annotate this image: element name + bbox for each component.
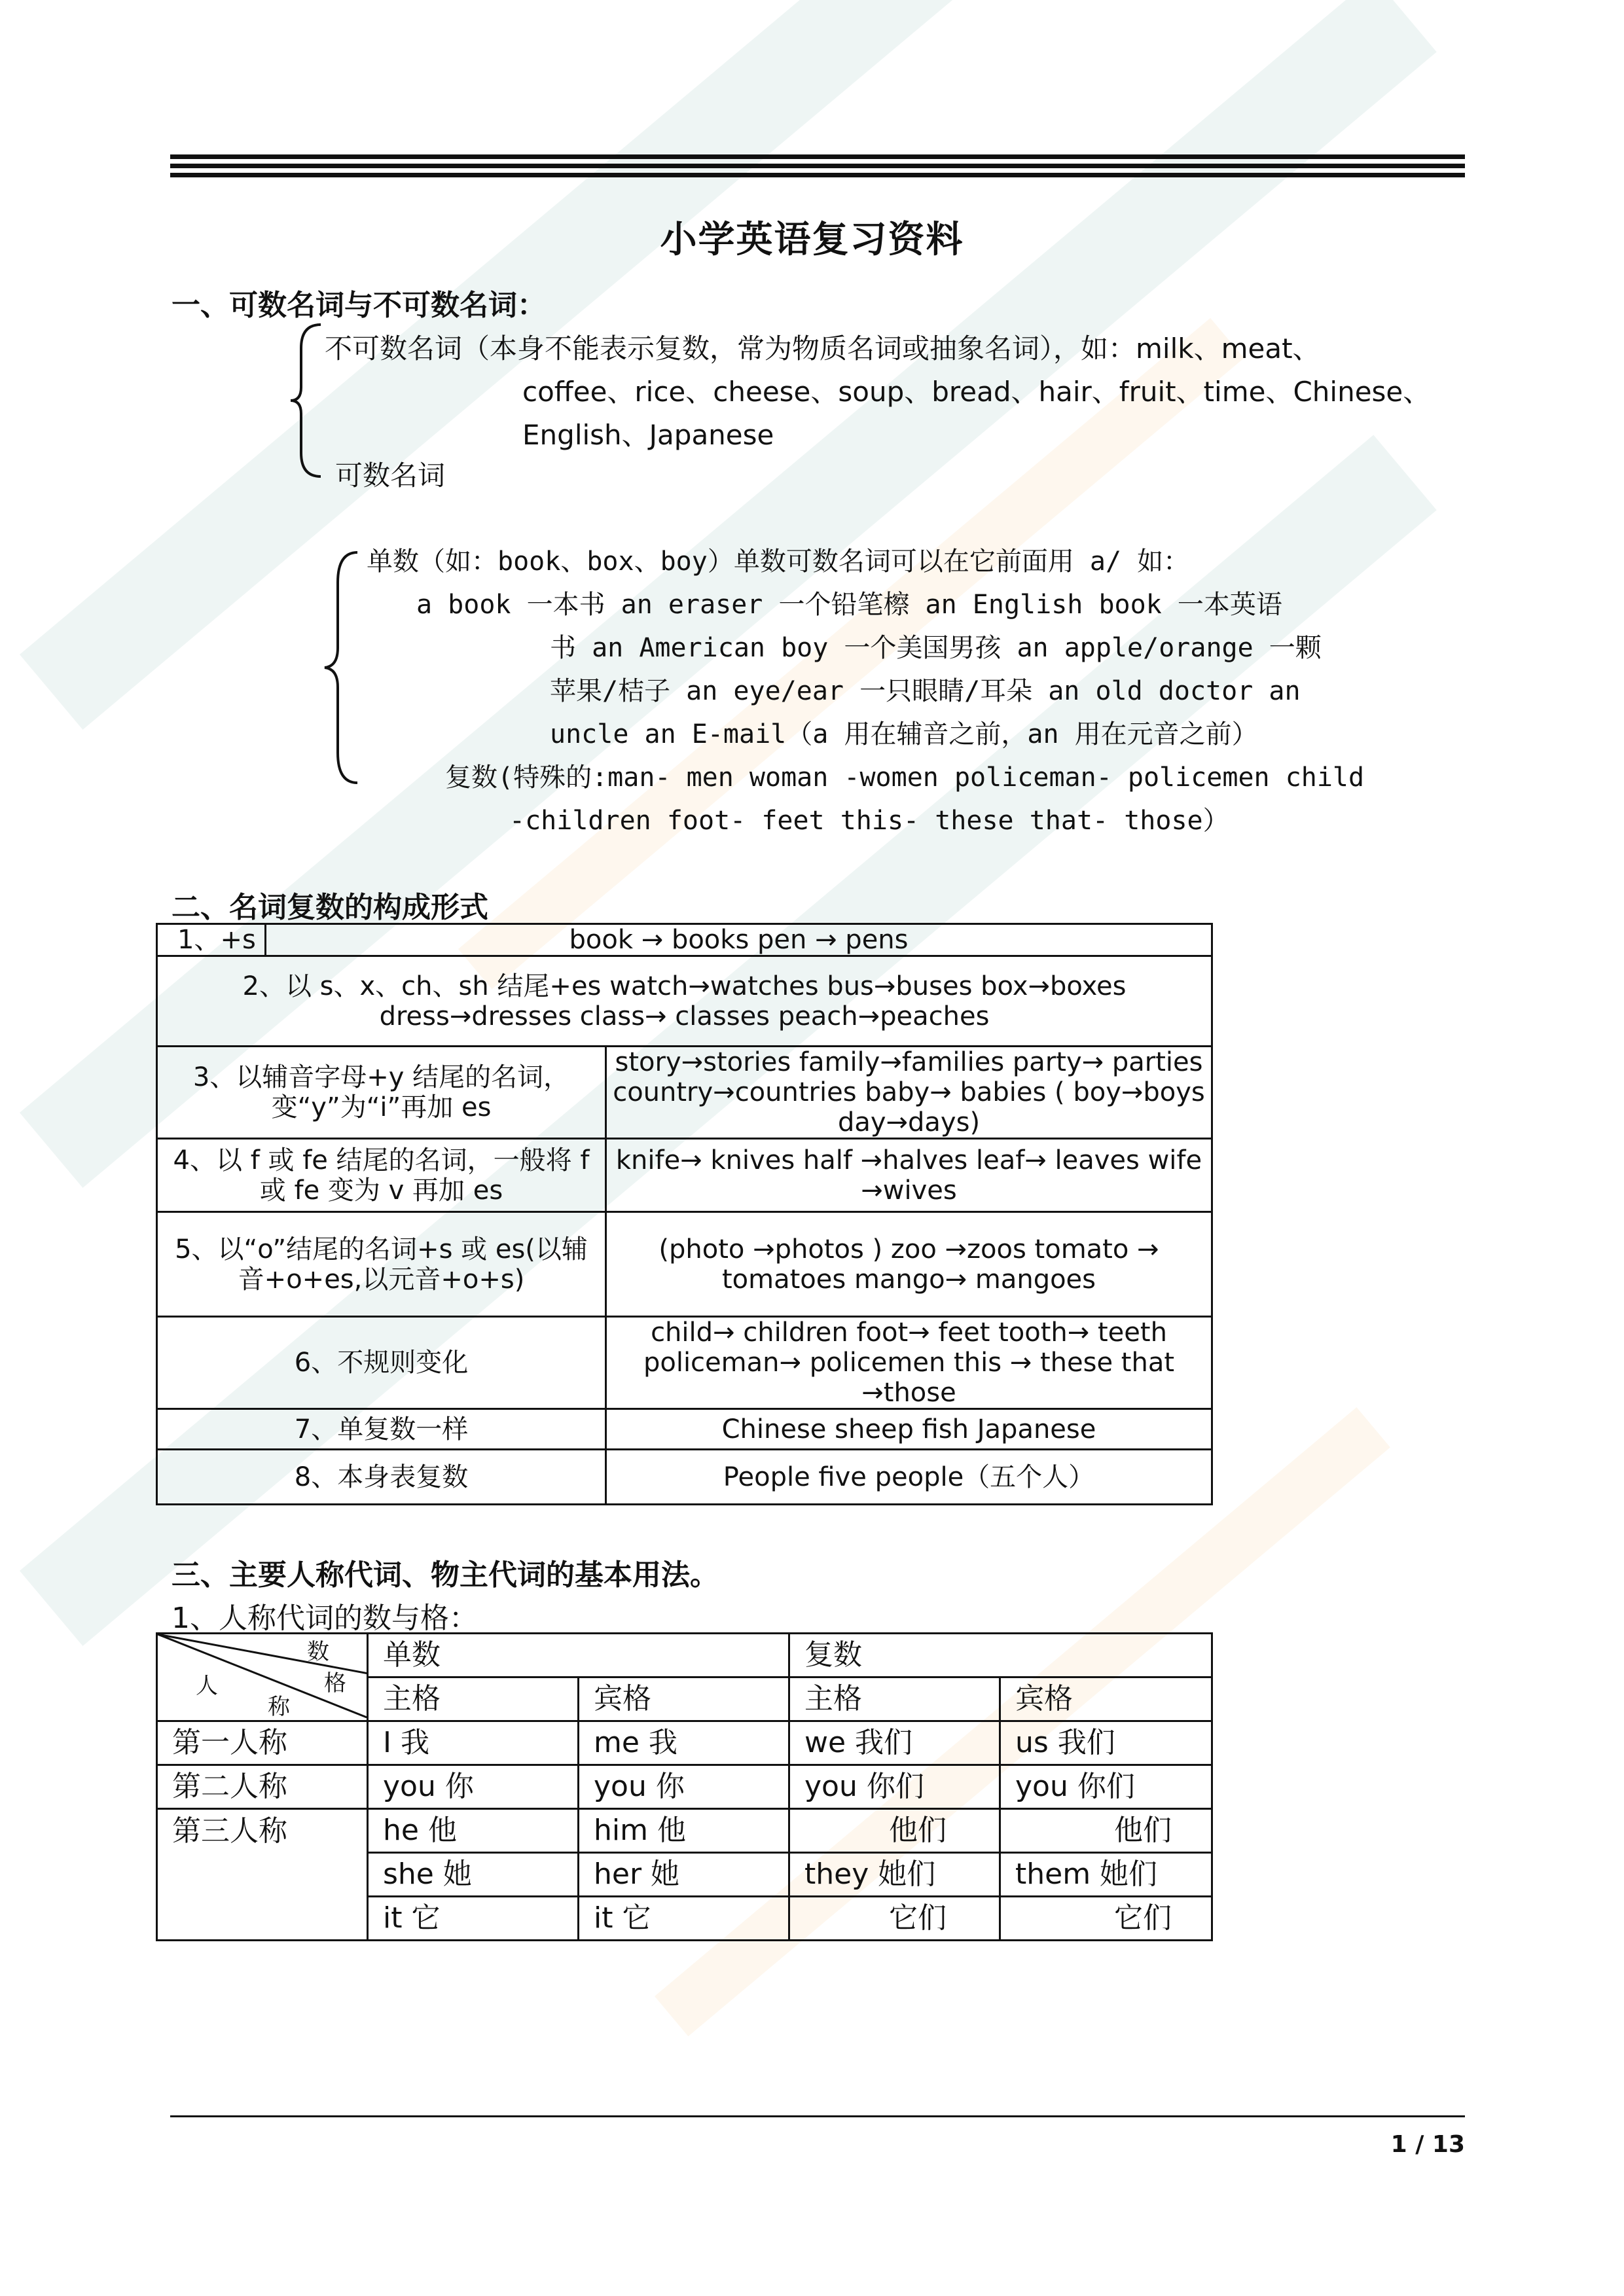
- countable-label: 可数名词: [335, 459, 446, 492]
- pronoun-cell: 它们: [789, 1897, 1000, 1941]
- examples-cell: story→stories family→families party→ parties country→countries baby→ babies ( boy→boys day→days): [606, 1047, 1212, 1139]
- table-row: [157, 1721, 1212, 1765]
- section-heading: 三、主要人称代词、物主代词的基本用法。: [171, 1558, 719, 1592]
- uncountable-line: 不可数名词（本身不能表示复数，常为物质名词或抽象名词），如：milk、meat、: [325, 332, 1320, 365]
- header-plural: 复数: [789, 1634, 1212, 1677]
- person-cell: 第二人称: [157, 1765, 368, 1809]
- top-rule: [170, 154, 1465, 159]
- pronoun-cell: it 它: [579, 1897, 789, 1941]
- pronoun-cell: him 他: [579, 1809, 789, 1853]
- top-rule: [170, 173, 1465, 177]
- singular-line: 单数（如：book、box、boy）单数可数名词可以在它前面用 a/ 如：: [367, 547, 1190, 577]
- table-row: [157, 1809, 1212, 1853]
- table-row: [157, 1317, 1212, 1409]
- examples-cell: People five people（五个人）: [606, 1450, 1212, 1505]
- pronoun-cell: 他们: [1000, 1809, 1212, 1853]
- corner-label: 人: [196, 1673, 218, 1699]
- examples-cell: child→ children foot→ feet tooth→ teeth policeman→ policemen this → these that →those: [606, 1317, 1212, 1409]
- pronoun-cell: we 我们: [789, 1721, 1000, 1765]
- rule-text: 2、以 s、x、ch、sh 结尾+es: [242, 971, 602, 1001]
- pronoun-cell: you 你: [368, 1765, 579, 1809]
- examples-cell: [157, 956, 1212, 1047]
- table-row: [157, 956, 1212, 1047]
- table-row: [157, 1765, 1212, 1809]
- row-inline: [158, 925, 1211, 955]
- table-row: [157, 1409, 1212, 1450]
- rule-cell: 7、单复数一样: [157, 1409, 606, 1450]
- examples-cell: (photo →photos ) zoo →zoos tomato → tomatoes mango→ mangoes: [606, 1212, 1212, 1317]
- corner-label: 格: [324, 1670, 346, 1696]
- pronoun-cell: I 我: [368, 1721, 579, 1765]
- rule-cell: 1、+s: [158, 925, 266, 955]
- singular-line: uncle an E-mail（a 用在辅音之前，an 用在元音之前）: [550, 719, 1258, 749]
- header-subject: 主格: [368, 1677, 579, 1721]
- plural-line: -children foot- feet this- these that- those）: [509, 806, 1229, 836]
- corner-label: 称: [268, 1694, 290, 1720]
- page-title: 小学英语复习资料: [660, 219, 964, 261]
- plural-line: 复数(特殊的:man- men woman -women policeman- policemen child: [445, 762, 1365, 793]
- table-row: [157, 1450, 1212, 1505]
- person-cell: 第一人称: [157, 1721, 368, 1765]
- rule-cell: 3、以辅音字母+y 结尾的名词，变“y”为“i”再加 es: [157, 1047, 606, 1139]
- left-brace: [288, 322, 327, 479]
- header-singular: 单数: [368, 1634, 789, 1677]
- footer-rule: [170, 2115, 1465, 2117]
- pronoun-cell: me 我: [579, 1721, 789, 1765]
- uncountable-line: English、Japanese: [522, 419, 774, 451]
- examples-cell: Chinese sheep fish Japanese: [606, 1409, 1212, 1450]
- table-row: [157, 1047, 1212, 1139]
- corner-cell: [157, 1634, 368, 1721]
- pronoun-cell: 它们: [1000, 1897, 1212, 1941]
- pronoun-cell: you 你们: [1000, 1765, 1212, 1809]
- pronoun-cell: her 她: [579, 1853, 789, 1897]
- examples-cell: knife→ knives half →halves leaf→ leaves wife →wives: [606, 1139, 1212, 1212]
- table-row: [157, 1212, 1212, 1317]
- examples-cell: book → books pen → pens: [569, 925, 909, 955]
- rule-cell: 8、本身表复数: [157, 1450, 606, 1505]
- singular-line: 苹果/桔子 an eye/ear 一只眼睛/耳朵 an old doctor an: [550, 676, 1301, 706]
- pronoun-cell: you 你: [579, 1765, 789, 1809]
- pronoun-cell: you 你们: [789, 1765, 1000, 1809]
- top-rule: [170, 164, 1465, 168]
- header-object: 宾格: [579, 1677, 789, 1721]
- table-row: [157, 1634, 1212, 1677]
- header-object: 宾格: [1000, 1677, 1212, 1721]
- pronoun-cell: them 她们: [1000, 1853, 1212, 1897]
- section-heading: 一、可数名词与不可数名词：: [171, 289, 546, 322]
- table-row: [157, 1139, 1212, 1212]
- singular-line: a book 一本书 an eraser 一个铅笔檫 an English book 一本英语: [416, 590, 1282, 620]
- page-number: 1 / 13: [1390, 2131, 1465, 2158]
- section-heading: 二、名词复数的构成形式: [171, 891, 488, 924]
- pronoun-table: [156, 1632, 1213, 1941]
- pronoun-cell: she 她: [368, 1853, 579, 1897]
- pronoun-cell: they 她们: [789, 1853, 1000, 1897]
- table-cell: [157, 924, 1212, 956]
- pronoun-cell: 他们: [789, 1809, 1000, 1853]
- pronoun-cell: us 我们: [1000, 1721, 1212, 1765]
- table-row: [157, 924, 1212, 956]
- singular-line: 书 an American boy 一个美国男孩 an apple/orange 一颗: [550, 633, 1322, 663]
- plural-forms-table: [156, 923, 1213, 1505]
- uncountable-line: coffee、rice、cheese、soup、bread、hair、fruit、time、Chinese、: [522, 376, 1431, 408]
- corner-label: 数: [307, 1639, 329, 1665]
- examples-text: watch→watches bus→buses box→boxes dress→dresses class→ classes peach→peaches: [379, 971, 1127, 1031]
- rule-cell: 4、以 f 或 fe 结尾的名词，一般将 f 或 fe 变为 v 再加 es: [157, 1139, 606, 1212]
- left-brace: [321, 550, 363, 785]
- pronoun-cell: he 他: [368, 1809, 579, 1853]
- person-cell: 第三人称: [157, 1809, 368, 1941]
- pronoun-cell: it 它: [368, 1897, 579, 1941]
- subheading: 1、人称代词的数与格：: [171, 1602, 478, 1635]
- header-subject: 主格: [789, 1677, 1000, 1721]
- rule-cell: 5、以“o”结尾的名词+s 或 es(以辅音+o+es,以元音+o+s): [157, 1212, 606, 1317]
- rule-cell: 6、不规则变化: [157, 1317, 606, 1409]
